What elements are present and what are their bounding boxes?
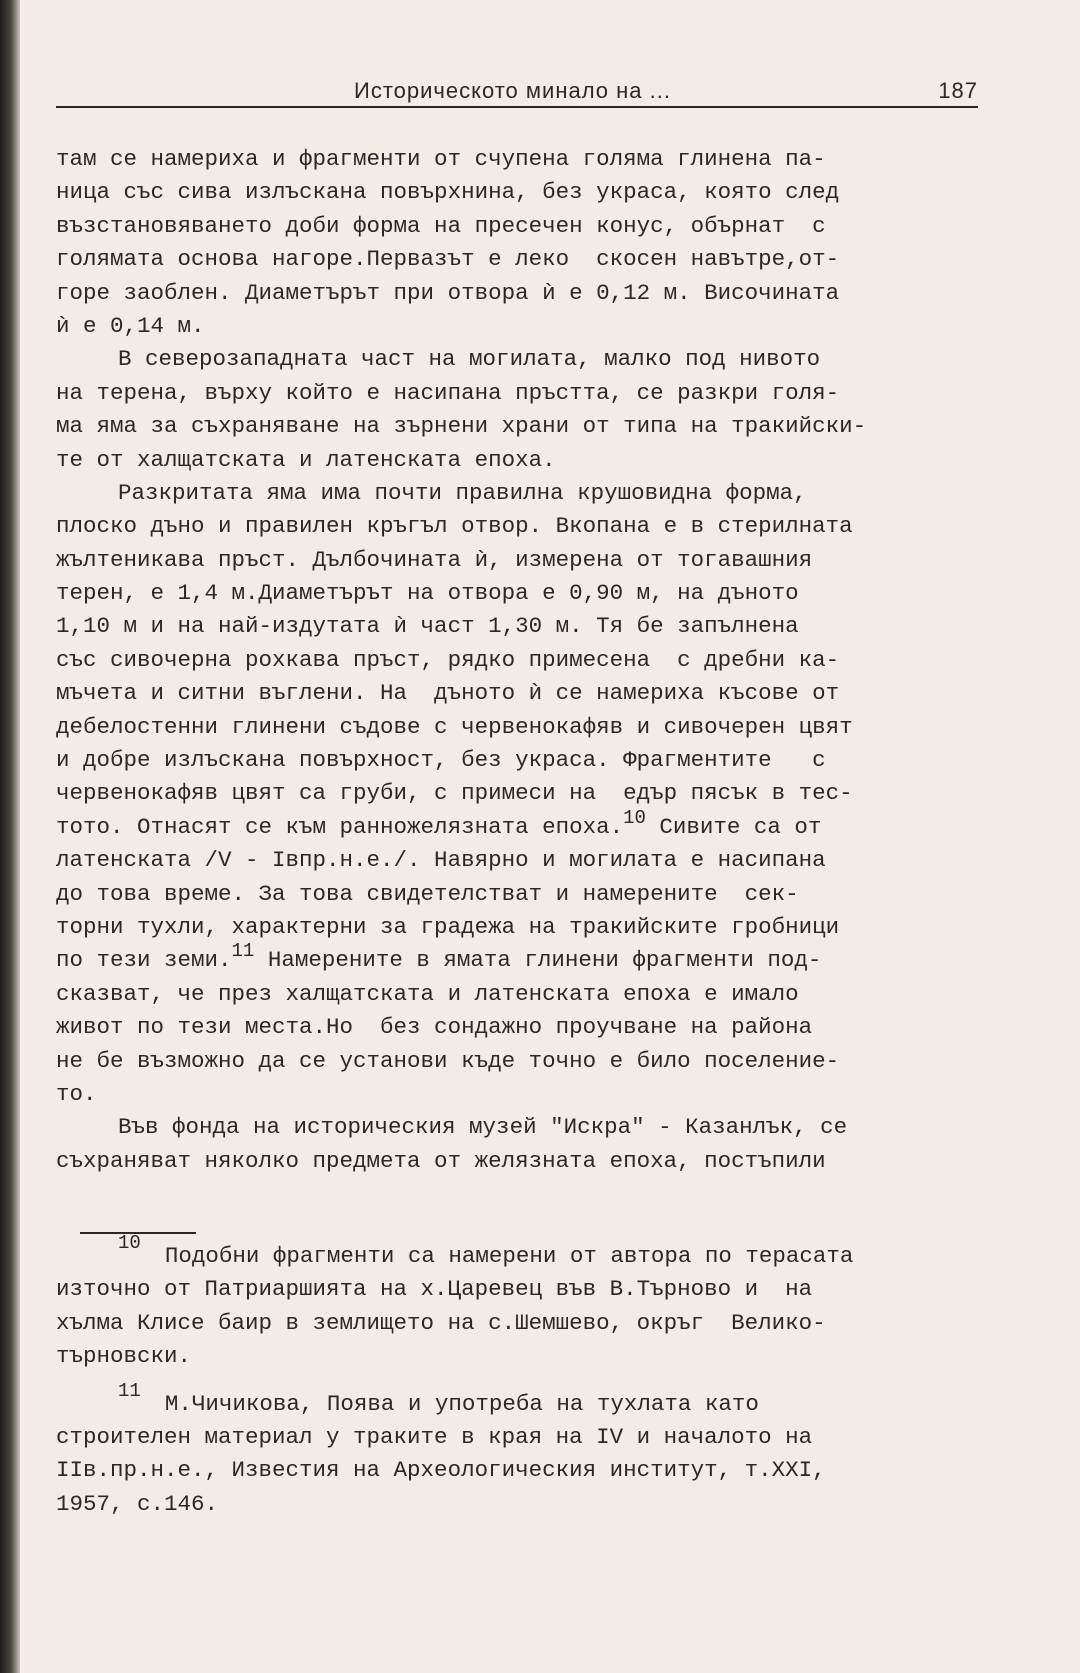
text-line: 1957, с.146. (56, 1490, 219, 1517)
text-line: съхраняват няколко предмета от желязната епоха, постъпили (56, 1147, 826, 1174)
paragraph-1 (56, 143, 1006, 343)
footnote-number: 11 (118, 1379, 141, 1402)
text-line: дебелостенни глинени съдове с червенокафяв и сивочерен цвят (56, 713, 853, 740)
text-segment: Подобни фрагменти са намерени от автора по терасата (164, 1243, 854, 1269)
text-line: не бе възможно да се установи къде точно е било поселение- (56, 1047, 840, 1074)
footnote-ref-10[interactable]: 10 (623, 806, 646, 829)
text-segment: тото. Отнасят се към ранножелязната епоха. (56, 813, 624, 840)
running-header (56, 78, 978, 108)
text-segment: по тези земи. (56, 947, 232, 974)
paragraph-2 (56, 343, 1006, 477)
text-line: там се намериха и фрагменти от счупена голяма глинена па- (56, 146, 826, 172)
text-line: то. (56, 1080, 97, 1107)
book-binding-shadow (0, 0, 20, 1673)
footnote-ref-11[interactable]: 11 (231, 940, 255, 963)
text-line: горе заоблен. Диаметърът при отвора ѝ е 0,12 м. Височината (56, 279, 840, 306)
text-line: ѝ е 0,14 м. (56, 312, 205, 339)
text-line: Във фонда на историческия музей "Искра" - Казанлък, се (118, 1114, 848, 1141)
text-segment: М.Чичикова, Поява и употреба на тухлата като (164, 1390, 759, 1417)
footnotes (56, 1232, 1006, 1535)
text-line: източно от Патриаршията на х.Царевец във В.Търново и на (56, 1276, 813, 1303)
text-segment: Сивите са от (645, 813, 822, 840)
running-title: Историческото минало на ... (354, 78, 671, 103)
text-line: възстановяването доби форма на пресечен конус, обърнат с (56, 212, 826, 239)
page-number: 187 (938, 78, 978, 103)
text-line: със сивочерна рохкава пръст, рядко примесена с дребни ка- (56, 646, 840, 673)
footnote-11 (56, 1379, 1006, 1522)
text-line (56, 806, 1006, 844)
text-line: ма яма за съхраняване на зърнени храни от типа на тракийски- (56, 413, 867, 440)
text-line: ница със сива излъскана повърхнина, без украса, която след (56, 179, 840, 206)
text-line (56, 1232, 1006, 1273)
text-line: хълма Клисе баир в землището на с.Шемшево, окръг Велико- (56, 1309, 826, 1336)
text-line: жълтеникава пръст. Дълбочината ѝ, измерена от тогавашния (56, 546, 813, 573)
text-line: Разкритата яма има почти правилна крушовидна форма, (118, 479, 807, 506)
text-line: IIв.пр.н.е., Известия на Археологическия институт, т.XXI, (56, 1457, 826, 1484)
text-line: те от халщатската и латенската епоха. (56, 446, 556, 473)
text-segment: Намерените в ямата глинени фрагменти под- (254, 947, 822, 974)
text-line: на терена, върху който е насипана пръстта, се разкри голя- (56, 379, 840, 406)
text-line: червенокафяв цвят са груби, с примеси на едър пясък в тес- (56, 780, 853, 807)
text-line: живот по тези места.Но без сондажно проучване на района (56, 1014, 813, 1041)
text-line: и добре излъскана повърхност, без украса. Фрагментите с (56, 747, 826, 774)
text-line: терен, е 1,4 м.Диаметърът на отвора е 0,90 м, на дъното (56, 580, 799, 607)
text-line: торни тухли, характерни за градежа на тракийските гробници (56, 913, 840, 940)
text-line: търновски. (56, 1343, 192, 1370)
header-rule (56, 106, 978, 108)
paragraph-3 (56, 477, 1006, 1111)
paragraph-4 (56, 1111, 1006, 1178)
text-line: сказват, че през халщатската и латенската епоха е имало (56, 980, 799, 1007)
text-line: латенската /V - Iвпр.н.е./. Навярно и могилата е насипана (56, 847, 826, 874)
text-line: 1,10 м и на най-издутата ѝ част 1,30 м. Тя бе запълнена (56, 613, 799, 640)
text-line: мъчета и ситни въглени. На дъното ѝ се намериха късове от (56, 680, 840, 707)
footnote-number: 10 (118, 1232, 141, 1254)
text-line: строителен материал у траките в края на IV и началото на (56, 1423, 813, 1450)
text-line: голямата основа нагоре.Первазът е леко скосен навътре,от- (56, 246, 840, 273)
text-line: до това време. За това свидетелстват и намерените сек- (56, 880, 799, 907)
text-line (56, 940, 1006, 977)
main-text (56, 143, 1006, 1178)
text-line: плоско дъно и правилен кръгъл отвор. Вкопана е в стерилната (56, 513, 853, 540)
footnote-10 (56, 1232, 1006, 1374)
text-line (56, 1379, 1006, 1421)
text-line: В северозападната част на могилата, малко под нивото (118, 346, 821, 373)
